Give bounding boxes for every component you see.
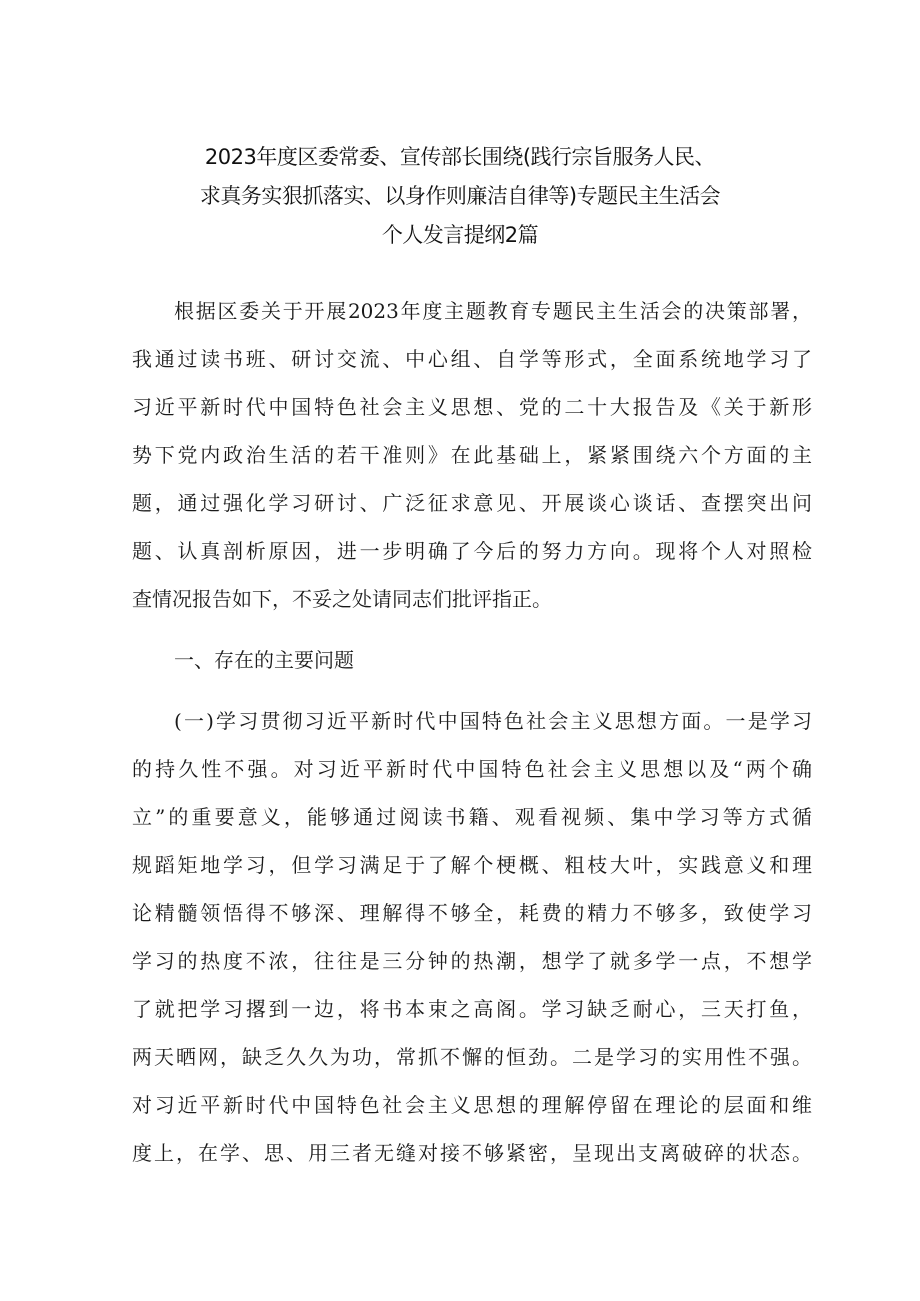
document-body [132,287,812,1177]
subsection-line: 立”的重要意义，能够通过阅读书籍、观看视频、集中学习等方式循 [132,805,812,829]
subsection-line: 了就把学习撂到一边，将书本束之高阁。学习缺乏耐心，三天打鱼， [132,997,812,1021]
intro-line: 根据区委关于开展2023年度主题教育专题民主生活会的决策部署， [174,299,812,323]
section-heading: 一、存在的主要问题 [174,648,354,672]
title-line-2: 求真务实狠抓落实、以身作则廉洁自律等)专题民主生活会 [199,184,721,208]
title-line-3: 个人发言提纲2篇 [381,223,539,247]
subsection-line: 的持久性不强。对习近平新时代中国特色社会主义思想以及“两个确 [132,757,812,781]
intro-line: 查情况报告如下，不妥之处请同志们批评指正。 [132,587,552,611]
subsection-line: 度上，在学、思、用三者无缝对接不够紧密，呈现出支离破碎的状态。 [132,1141,812,1165]
intro-line: 习近平新时代中国特色社会主义思想、党的二十大报告及《关于新形 [132,395,812,419]
subsection-line: 规蹈矩地学习，但学习满足于了解个梗概、粗枝大叶，实践意义和理 [132,853,812,877]
intro-line: 题、认真剖析原因，进一步明确了今后的努力方向。现将个人对照检 [132,539,812,563]
title-line-1: 2023年度区委常委、宣传部长围绕(践行宗旨服务人民、 [204,145,716,169]
intro-paragraph [132,287,812,623]
document-title [100,138,820,255]
subsection-line: 学习的热度不浓，往往是三分钟的热潮，想学了就多学一点，不想学 [132,949,812,973]
intro-line: 势下党内政治生活的若干准则》在此基础上，紧紧围绕六个方面的主 [132,443,812,467]
intro-line: 我通过读书班、研讨交流、中心组、自学等形式，全面系统地学习了 [132,347,812,371]
subsection-line: (一)学习贯彻习近平新时代中国特色社会主义思想方面。一是学习 [174,709,812,733]
subsection-paragraph [132,697,812,1177]
subsection-line: 论精髓领悟得不够深、理解得不够全，耗费的精力不够多，致使学习 [132,901,812,925]
subsection-line: 两天晒网，缺乏久久为功，常抓不懈的恒劲。二是学习的实用性不强。 [132,1045,812,1069]
intro-line: 题，通过强化学习研讨、广泛征求意见、开展谈心谈话、查摆突出问 [132,491,812,515]
subsection-line: 对习近平新时代中国特色社会主义思想的理解停留在理论的层面和维 [132,1093,812,1117]
